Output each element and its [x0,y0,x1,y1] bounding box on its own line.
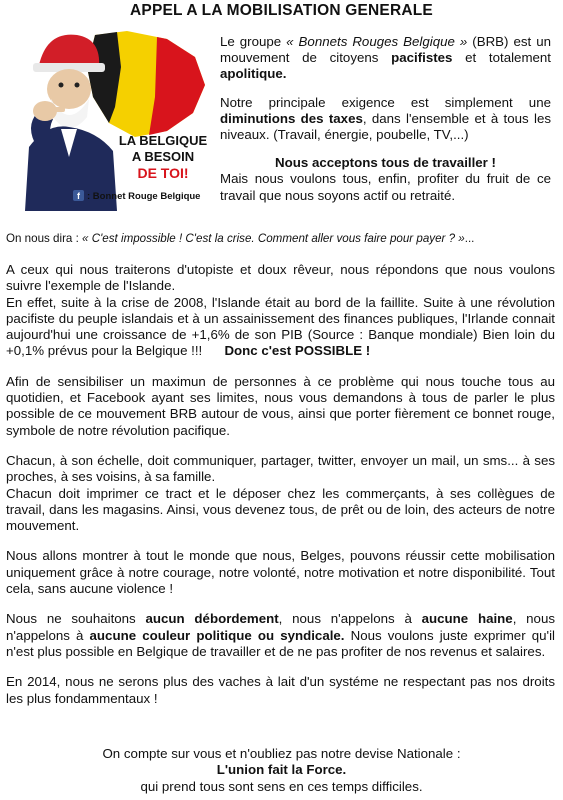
quote-line [6,232,558,245]
body-text: , nous n'appelons à [278,611,422,627]
intro-text: , dans l'ensemble et à tous les niveaux. (Travail, énergie, poubelle, TV,...) [220,110,551,143]
emphasis-apolitique: apolitique. [220,66,287,82]
body-paragraph-4a: Chacun, à son échelle, doit communiquer, partager, twitter, envoyer un mail, un sms... à ses proches, à ses voisins, à sa famille. [6,452,555,485]
intro-text: (BRB) est un mouvement de citoyens [220,34,551,66]
intro-slogan [220,155,551,171]
group-name: « Bonnets Rouges Belgique » [286,34,468,49]
emphasis-pacifistes: pacifistes [391,50,453,66]
intro-text: Le groupe [220,34,287,49]
body-paragraph-4b: Chacun doit imprimer ce tract et le déposer chez les commerçants, à ses collègues de travail, dans les magasins. Ainsi, vous devenez tous, de prêt ou de loin, des acteurs de notre mouvement. [6,485,555,534]
emphasis-haine: aucune haine [421,611,513,627]
quote-prefix: On nous dira : [6,232,83,245]
emphasis-politique: aucune couleur politique ou syndicale. [89,627,345,643]
belgium-map-shape [87,31,205,137]
intro-section [220,34,551,204]
poster-illustration [17,27,213,211]
body-paragraph-1: A ceux qui nous traiterons d'utopiste et doux rêveur, nous répondons que nous voulons suivre l'exemple de l'Islande. [6,262,555,294]
body-paragraph-5: Nous allons montrer à tout le monde que nous, Belges, pouvons réussir cette mobilisation uniquement grâce à notre courage, notre volonté, notre motivation et notre disponibilité. Tout cela, sans aucune violence ! [6,548,555,597]
body-section [6,262,555,721]
closing-line-1: On compte sur vous et n'oubliez pas notre devise Nationale : [102,746,461,761]
document-title: APPEL A LA MOBILISATION GENERALE [130,2,433,19]
national-motto: L'union fait la Force. [216,762,347,778]
poster-image [17,27,213,211]
emphasis-possible: Donc c'est POSSIBLE ! [224,343,371,359]
closing-line-3: qui prend tous sont sens en ces temps difficiles. [140,778,423,794]
quote-suffix: ... [464,232,475,245]
body-paragraph-3: Afin de sensibiliser un maximun de personnes à ce problème qui nous touche tous au quotidien, et Facebook ayant ses limites, nous vous demandons à tous de parler le plus possible de ce mouvement BRB autour de vous, ainsi que porter fièrement ce bonnet rouge, symbole de notre révolution pacifique. [6,373,555,438]
closing-motto [0,762,563,778]
slogan-text: Nous acceptons tous de travailler ! [275,155,496,171]
body-text: , nous n'appelons à [6,611,555,643]
intro-paragraph-1 [220,34,551,83]
emphasis-debordement: aucun débordement [145,611,279,627]
intro-paragraph-3: Mais nous voulons tous, enfin, profiter du fruit de ce travail que nous soyons actif ou retraité. [220,171,551,203]
intro-text: et totalement [452,50,552,66]
intro-paragraph-2 [220,95,551,144]
body-paragraph-6 [6,611,555,660]
facebook-icon-glyph: f [77,191,80,201]
poster-text-line3: DE TOI! [137,165,189,181]
body-paragraph-2 [6,295,555,360]
closing-section [0,746,563,795]
emphasis-taxes: diminutions des taxes [220,110,363,126]
poster-text-line1: LA BELGIQUE [118,133,208,148]
body-text: En effet, suite à la crise de 2008, l'Islande était au bord de la faillite. Suite à une révolution pacifiste du peuple islandais et à un assainissement des finances publiques, l'Irlande connait aujourd'hui une croissance de +1,6% de son PIB (Source : Banque mondiale) Bien loin du +0,1% prévus pour la Belgique !!! [6,294,555,359]
body-text: Nous voulons juste exprimer qu'il n'est plus possible en Belgique de travailler et de ne pas profiter de nos revenus et salaires. [6,627,555,659]
facebook-page-label: : Bonnet Rouge Belgique [87,191,201,202]
body-paragraph-7: En 2014, nous ne serons plus des vaches à lait d'un systéme ne respectant pas nos droits les plus fondammentaux ! [6,674,555,706]
poster-text-line2: A BESOIN [131,149,195,164]
intro-text: Notre principale exigence est simplement une [220,94,551,110]
quote-text: « C'est impossible ! C'est la crise. Comment aller vous faire pour payer ? » [82,232,465,245]
body-text: Nous ne souhaitons [6,611,146,627]
